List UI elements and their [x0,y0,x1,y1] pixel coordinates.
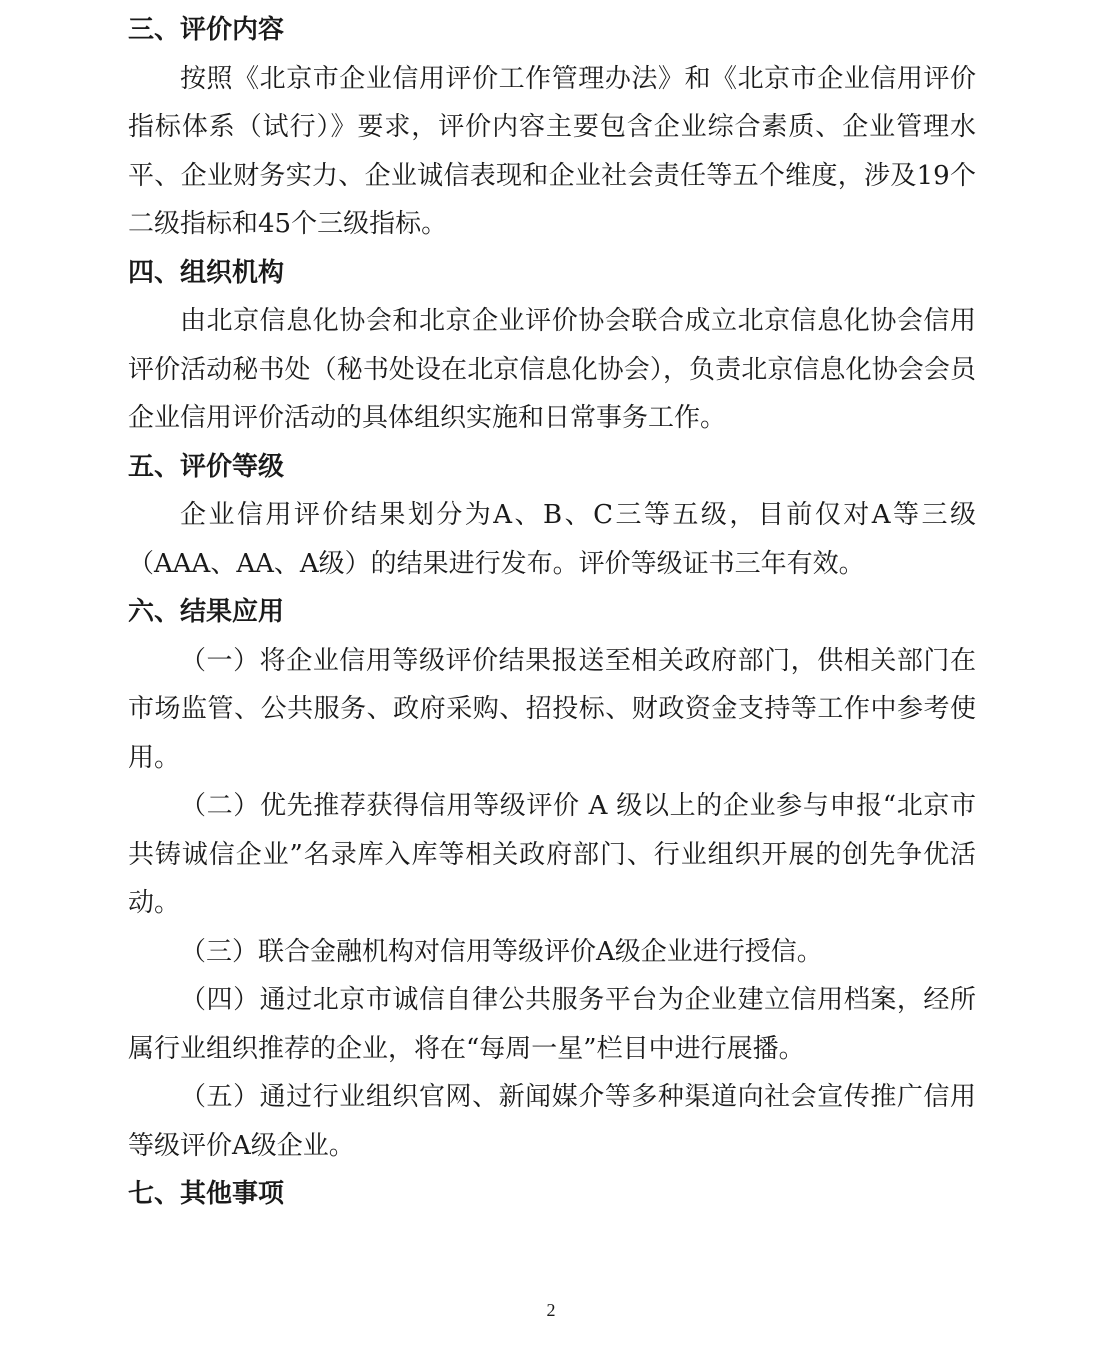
section-heading-result-application: 六、结果应用 [128,597,285,627]
section-heading-evaluation-content: 三、评价内容 [128,15,285,45]
paragraph-evaluation-content: 按照《北京市企业信用评价工作管理办法》和《北京市企业信用评价指标体系（试行）》要求，评价内容主要包含企业综合素质、企业管理水平、企业财务实力、企业诚信表现和企业社会责任等五个维度，涉及19个二级指标和45个三级指标。 [128,63,976,239]
paragraph-result-application-3: （三）联合金融机构对信用等级评价A级企业进行授信。 [180,936,823,967]
paragraph-result-application-5: （五）通过行业组织官网、新闻媒介等多种渠道向社会宣传推广信用等级评价A级企业。 [128,1082,976,1161]
section-heading-rating-levels: 五、评价等级 [128,451,285,482]
section-heading-organization: 四、组织机构 [128,257,285,288]
page-number: 2 [546,1300,556,1320]
paragraph-result-application-2: （二）优先推荐获得信用等级评价 A 级以上的企业参与申报“北京市共铸诚信企业”名录库入库等相关政府部门、行业组织开展的创先争优活动。 [128,791,976,918]
paragraph-result-application-1: （一）将企业信用等级评价结果报送至相关政府部门，供相关部门在市场监管、公共服务、政府采购、招投标、财政资金支持等工作中参考使用。 [128,645,976,773]
paragraph-organization: 由北京信息化协会和北京企业评价协会联合成立北京信息化协会信用评价活动秘书处（秘书处设在北京信息化协会），负责北京信息化协会会员企业信用评价活动的具体组织实施和日常事务工作。 [128,306,976,433]
paragraph-result-application-4: （四）通过北京市诚信自律公共服务平台为企业建立信用档案，经所属行业组织推荐的企业，将在“每周一星”栏目中进行展播。 [128,985,976,1064]
document-page [128,6,976,1219]
paragraph-rating-levels: 企业信用评价结果划分为A、B、C三等五级，目前仅对A等三级（AAA、AA、A级）的结果进行发布。评价等级证书三年有效。 [128,500,976,579]
section-heading-other-matters: 七、其他事项 [128,1179,285,1209]
